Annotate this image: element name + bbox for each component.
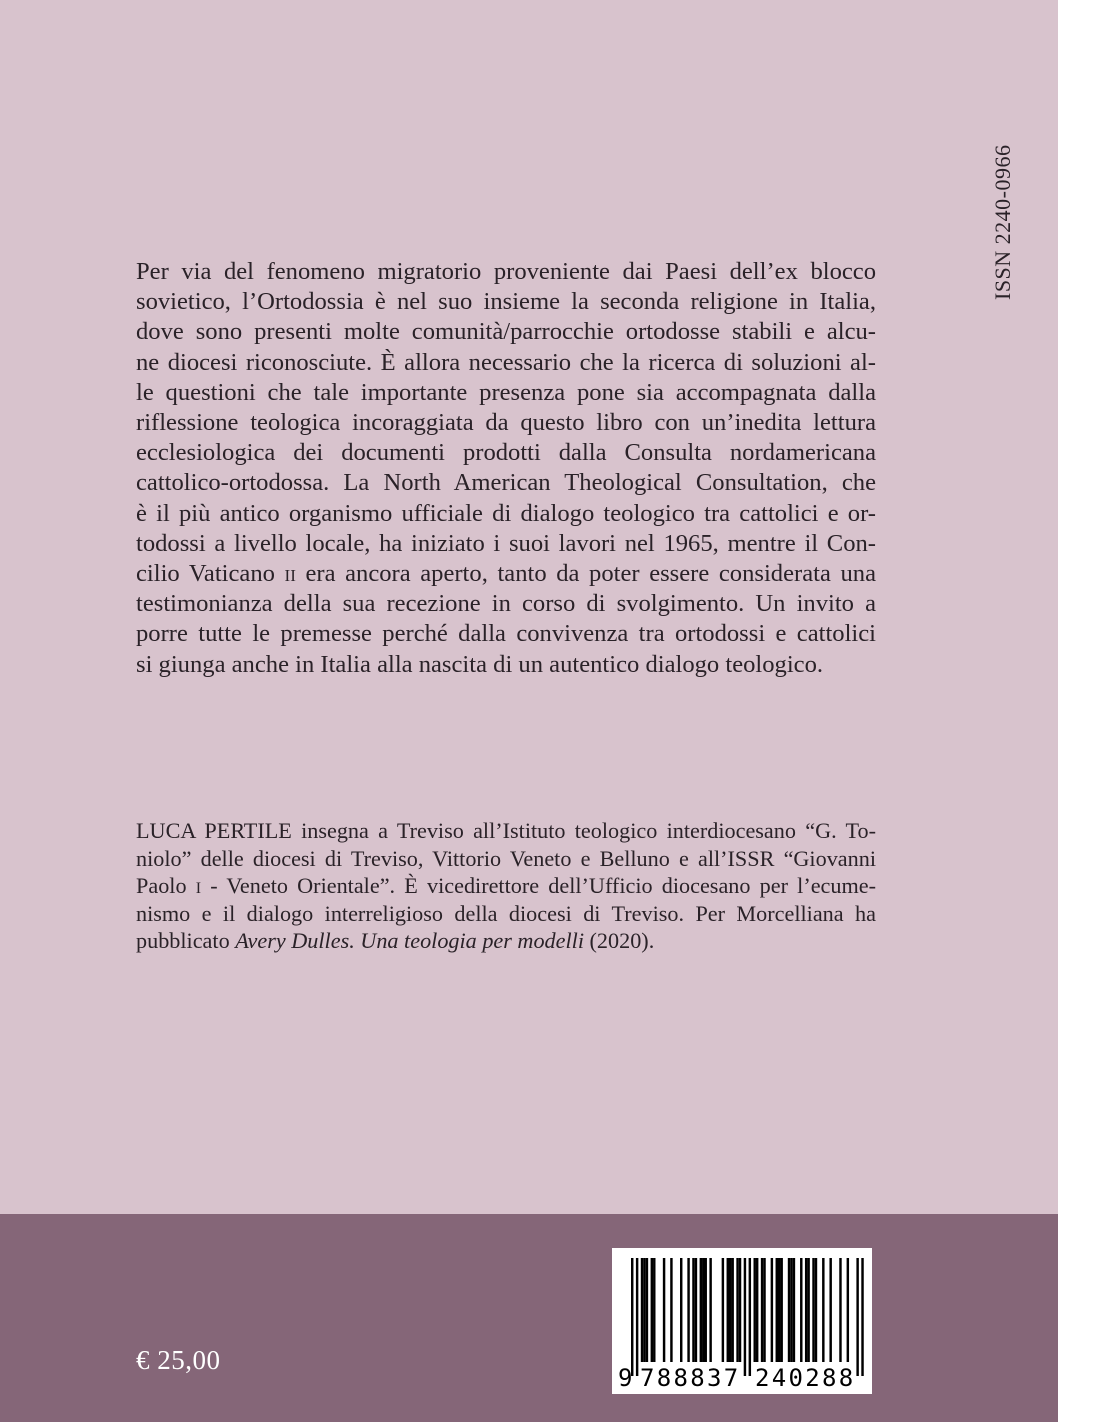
barcode-bar <box>761 1258 763 1362</box>
barcode-bar <box>641 1258 643 1362</box>
barcode-bar <box>636 1258 638 1376</box>
barcode-bar <box>731 1258 733 1362</box>
blurb-line: si giunga anche in Italia alla nascita di un autentico dialogo teologico. <box>136 650 824 678</box>
barcode-bar <box>709 1258 711 1362</box>
author-name: LUCA PERTILE <box>136 818 292 843</box>
barcode-bar <box>807 1258 809 1362</box>
barcode-bar <box>646 1258 648 1362</box>
barcode-bar <box>670 1258 672 1362</box>
barcode-bar <box>680 1258 682 1362</box>
blurb-line: dove sono presenti molte comunità/parrocchie ortodosse stabili e alcu- <box>136 318 876 346</box>
barcode-bar <box>788 1258 790 1362</box>
page-margin <box>1058 0 1100 1422</box>
blurb-line: è il più antico organismo ufficiale di dialogo teologico tra cattolici e or- <box>136 499 876 527</box>
barcode-bar <box>800 1258 802 1362</box>
issn-label: ISSN 2240-0966 <box>990 144 1015 300</box>
blurb-text: cilio Vaticano <box>136 560 285 588</box>
barcode-bar <box>861 1258 863 1376</box>
bio-text: pubblicato <box>136 928 236 953</box>
barcode-left-digits: 788837 <box>640 1364 741 1392</box>
barcode-bar <box>727 1258 729 1362</box>
blurb-line: le questioni che tale importante presenza pone sia accompagnata dalla <box>136 378 876 406</box>
blurb-line: riflessione teologica incoraggiata da questo libro con un’inedita lettura <box>136 409 876 437</box>
barcode-bar <box>722 1258 724 1362</box>
barcode-bar <box>771 1258 773 1362</box>
blurb-line: ne diocesi riconosciute. È allora necessario che la ricerca di soluzioni al- <box>136 348 876 376</box>
barcode-bar <box>780 1258 782 1362</box>
barcode-bar <box>756 1258 758 1362</box>
barcode-bar <box>729 1258 731 1362</box>
barcode-bar <box>643 1258 645 1362</box>
barcode-bar <box>663 1258 665 1362</box>
barcode-bar <box>695 1258 697 1362</box>
barcode-bar <box>631 1258 633 1376</box>
book-title: Avery Dulles. Una teologia per modelli <box>235 928 584 953</box>
barcode-bar <box>692 1258 694 1362</box>
blurb-line: porre tutte le premesse perché dalla convivenza tra ortodossi e cattolici <box>136 620 876 648</box>
barcode-bar <box>705 1258 707 1362</box>
barcode-right-digits: 240288 <box>755 1364 856 1392</box>
barcode-bar <box>829 1258 831 1362</box>
blurb-line: cattolico-ortodossa. La North American Theological Consultation, che <box>136 469 876 497</box>
bio-text: Paolo <box>136 873 196 898</box>
barcode-bar <box>776 1258 778 1362</box>
barcode-bar <box>749 1258 751 1376</box>
blurb-line: testimonianza della sua recezione in corso di svolgimento. Un invito a <box>136 590 876 618</box>
barcode-bar <box>653 1258 655 1362</box>
barcode-bar <box>847 1258 849 1362</box>
barcode-bar <box>812 1258 814 1362</box>
barcode-bar <box>702 1258 704 1362</box>
barcode-bar <box>856 1258 858 1376</box>
blurb-text: era ancora aperto, tanto da poter essere considerata una <box>295 560 876 588</box>
barcode-bar <box>744 1258 746 1376</box>
bio-line <box>136 927 876 955</box>
bio-text: insegna a Treviso all’Istituto teologico interdiocesano “G. To- <box>291 818 876 843</box>
roman-numeral: i <box>195 873 202 898</box>
barcode-first-digit: 9 <box>618 1364 633 1392</box>
bio-line <box>136 817 876 845</box>
barcode-bar <box>839 1258 841 1362</box>
barcode-bar <box>687 1258 689 1362</box>
bio-text: - Veneto Orientale”. È vicedirettore dell’Ufficio diocesano per l’ecume- <box>201 873 876 898</box>
price-label: € 25,00 <box>136 1345 221 1375</box>
bio-line: nismo e il dialogo interreligioso della diocesi di Treviso. Per Morcelliana ha <box>136 900 876 926</box>
book-blurb <box>136 257 876 680</box>
barcode <box>612 1248 872 1394</box>
bio-line <box>136 872 876 900</box>
barcode-bar <box>700 1258 702 1362</box>
barcode-bar <box>793 1258 795 1362</box>
barcode-bar <box>822 1258 824 1362</box>
barcode-bar <box>790 1258 792 1362</box>
barcode-bar <box>778 1258 780 1362</box>
barcode-bar <box>651 1258 653 1362</box>
blurb-line: sovietico, l’Ortodossia è nel suo insieme la seconda religione in Italia, <box>136 288 876 316</box>
barcode-bar <box>754 1258 756 1362</box>
author-bio <box>136 817 876 955</box>
blurb-line <box>136 559 876 589</box>
barcode-bar <box>763 1258 765 1362</box>
barcode-bar <box>739 1258 741 1362</box>
bio-text: (2020). <box>584 928 655 953</box>
bio-line: niolo” delle diocesi di Treviso, Vittorio Veneto e Belluno e all’ISSR “Giovanni <box>136 845 876 871</box>
barcode-bar <box>805 1258 807 1362</box>
roman-numeral: ii <box>284 560 296 588</box>
blurb-line: Per via del fenomeno migratorio proveniente dai Paesi dell’ex blocco <box>136 258 876 285</box>
bottom-band <box>0 1214 1058 1422</box>
blurb-line: todossi a livello locale, ha iniziato i suoi lavori nel 1965, mentre il Con- <box>136 529 876 557</box>
blurb-line: ecclesiologica dei documenti prodotti dalla Consulta nordamericana <box>136 439 876 467</box>
barcode-bar <box>815 1258 817 1362</box>
barcode-bar <box>736 1258 738 1362</box>
